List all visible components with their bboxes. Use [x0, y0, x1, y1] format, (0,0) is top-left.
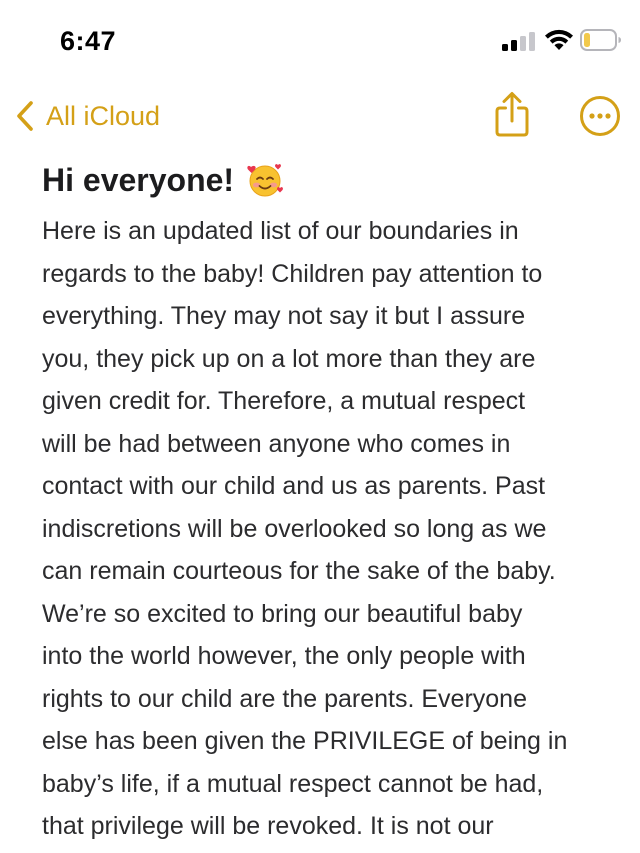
- body-line: given credit for. Therefore, a mutual respect: [42, 387, 526, 415]
- body-line: into the world however, the only people with: [42, 642, 526, 670]
- body-line: will be had between anyone who comes in: [42, 429, 511, 458]
- ellipsis-circle-icon[interactable]: [578, 94, 622, 138]
- navigation-bar: [0, 88, 640, 144]
- status-time: 6:47: [60, 26, 117, 56]
- back-label: All iCloud: [46, 100, 161, 131]
- body-line: else has been given the PRIVILEGE of being in: [42, 727, 568, 755]
- note-title: Hi everyone!: [42, 162, 235, 198]
- body-line: regards to the baby! Children pay attention to: [42, 259, 543, 288]
- body-line: Here is an updated list of our boundaries in: [42, 217, 519, 245]
- note-body[interactable]: [42, 210, 617, 848]
- chevron-left-icon: [14, 99, 36, 133]
- back-button[interactable]: [14, 94, 160, 138]
- body-line: We’re so excited to bring our beautiful baby: [42, 599, 523, 628]
- body-line: rights to our child are the parents. Everyone: [42, 684, 527, 713]
- share-icon[interactable]: [490, 90, 534, 140]
- body-line: indiscretions will be overlooked so long as we: [42, 514, 547, 543]
- body-line: contact with our child and us as parents. Past: [42, 472, 546, 500]
- body-line: you, they pick up on a lot more than they are: [42, 344, 536, 373]
- cellular-signal-icon: [501, 31, 537, 51]
- body-line: that privilege will be revoked. It is not our: [42, 812, 494, 840]
- body-line: can remain courteous for the sake of the baby.: [42, 557, 556, 585]
- battery-icon: [580, 29, 622, 51]
- note-title-row: [42, 158, 622, 202]
- note-content[interactable]: [42, 158, 622, 848]
- smiling-face-with-hearts-icon: [246, 161, 284, 199]
- wifi-icon: [543, 28, 575, 52]
- status-bar: [0, 0, 640, 80]
- body-line: everything. They may not say it but I assure: [42, 302, 526, 330]
- body-line: baby’s life, if a mutual respect cannot be had,: [42, 769, 544, 798]
